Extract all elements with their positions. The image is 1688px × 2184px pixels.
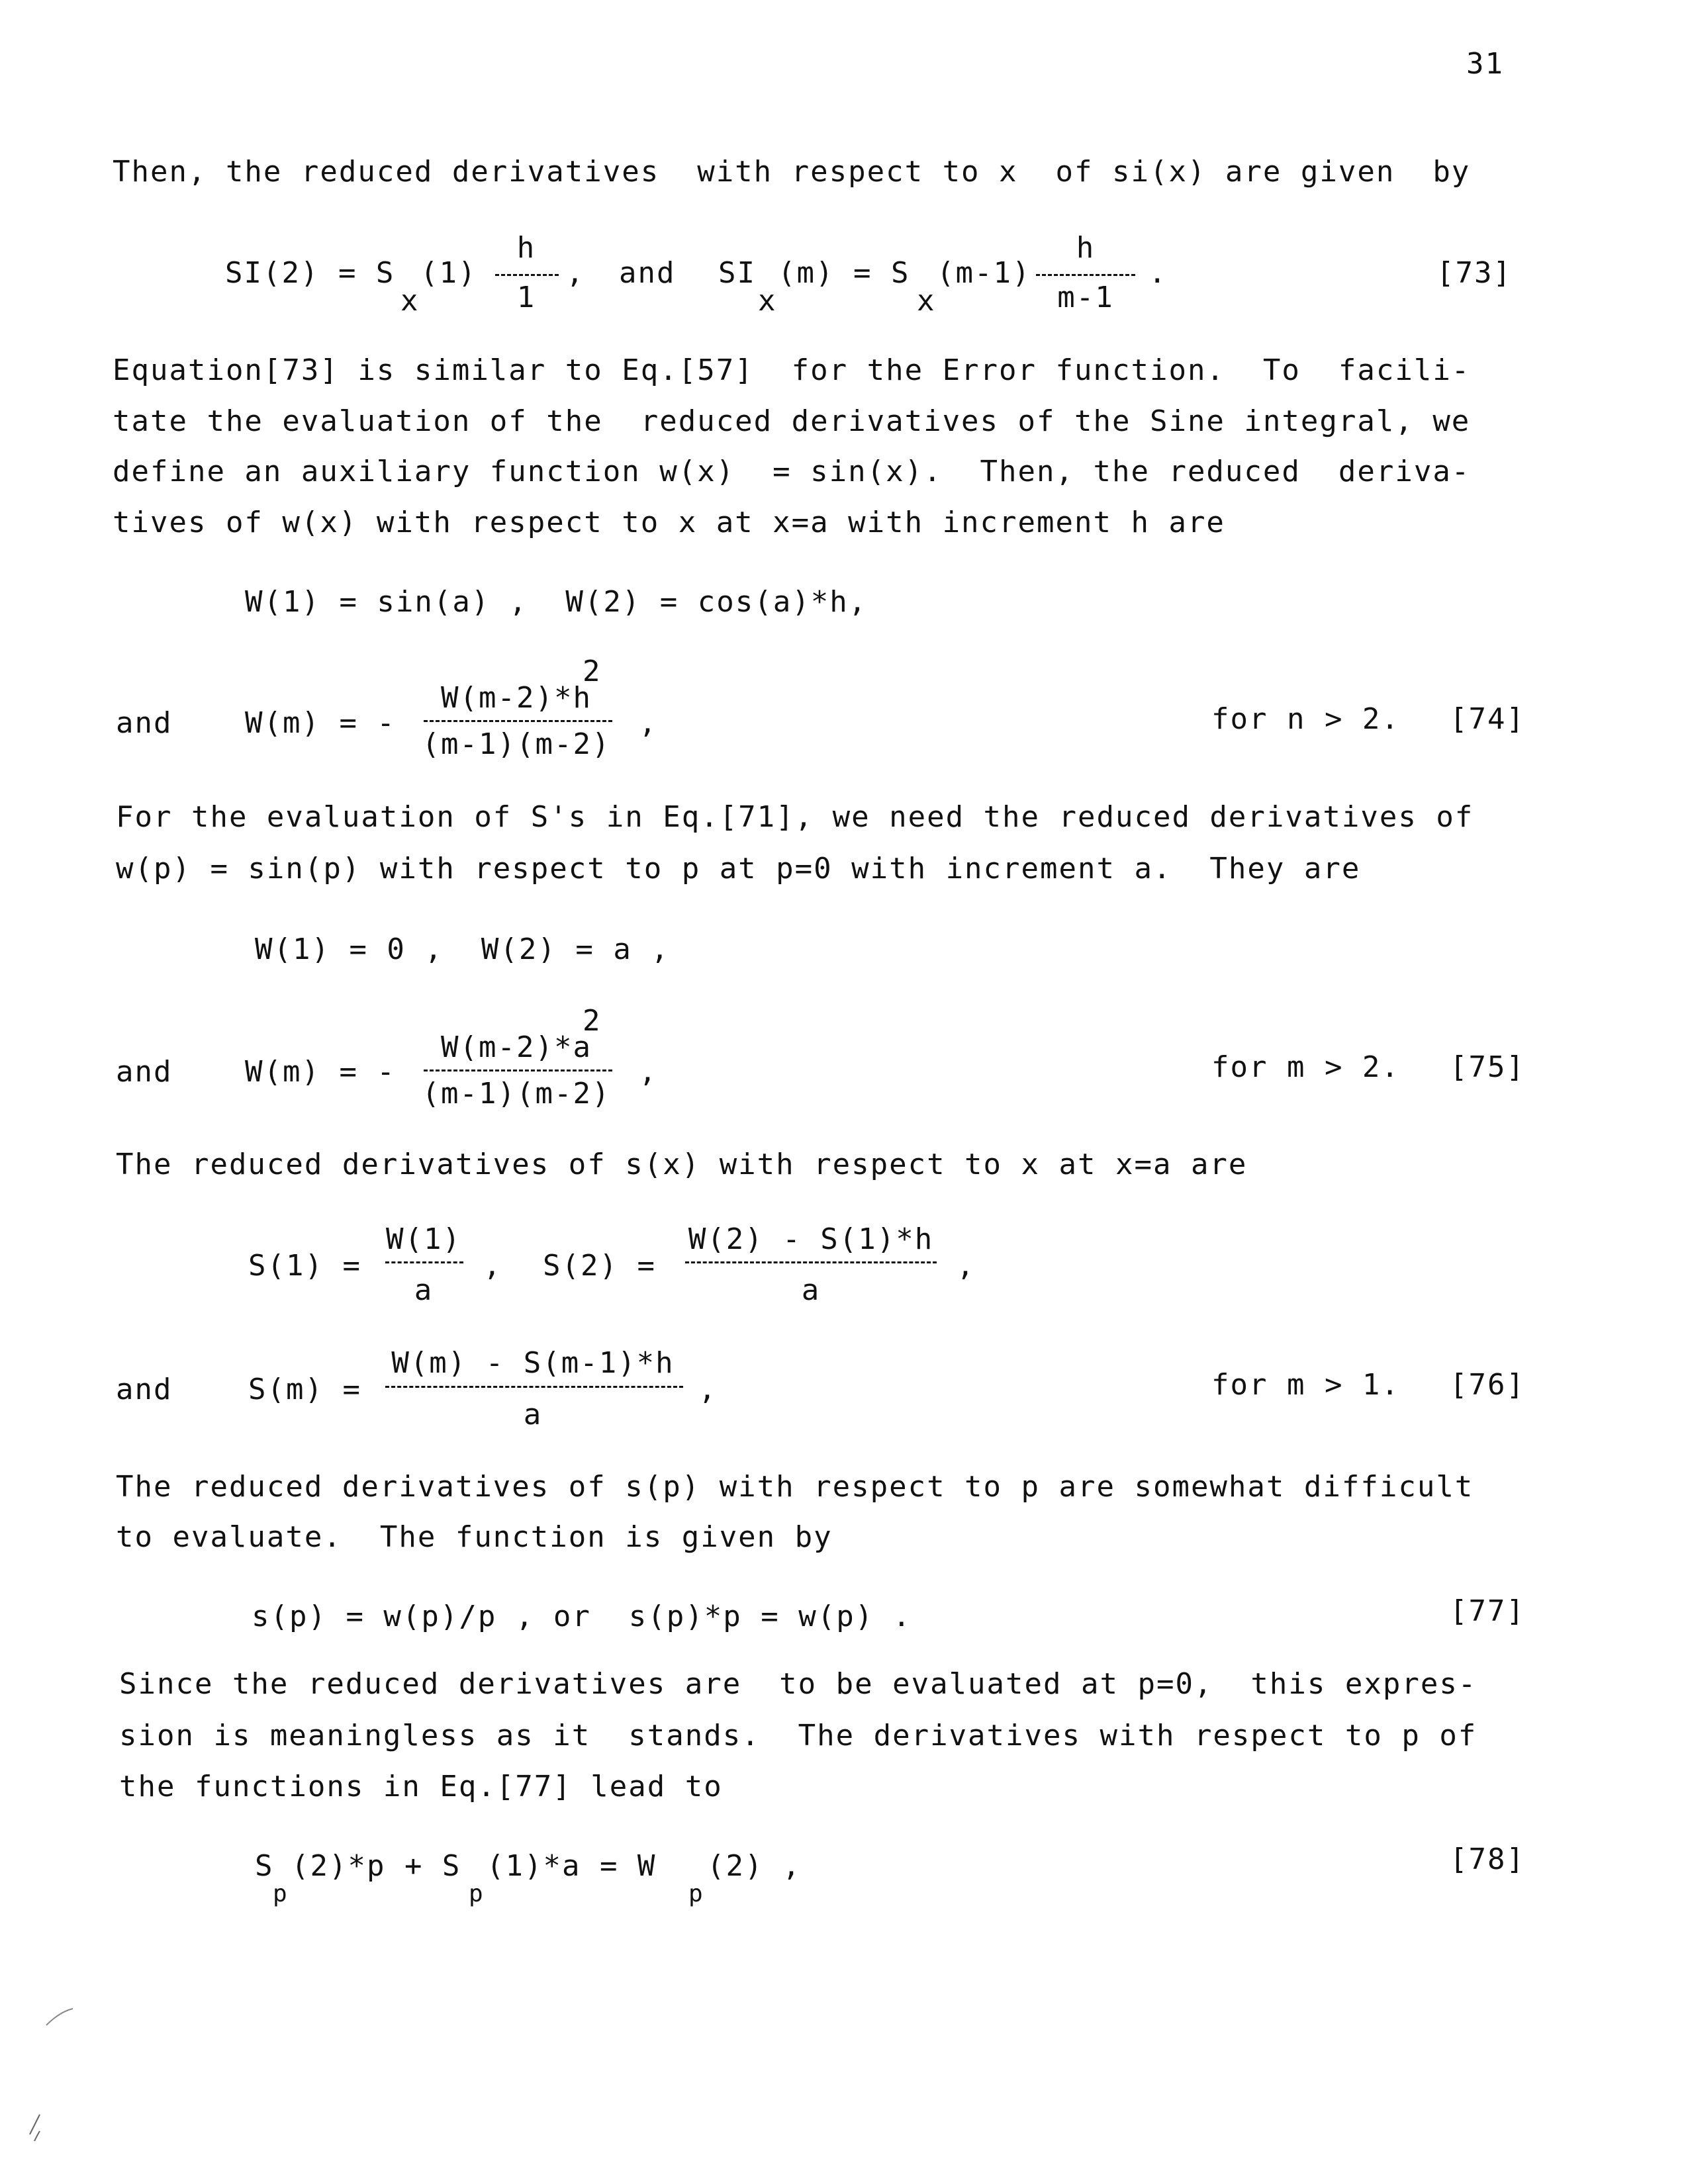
equation-number: [75] bbox=[1450, 1050, 1525, 1084]
fraction-numerator: W(m) - S(m-1)*h bbox=[391, 1346, 675, 1380]
eq-text: and bbox=[116, 706, 173, 740]
equation-number: [77] bbox=[1450, 1594, 1525, 1628]
eq-text: (m) = S bbox=[778, 256, 910, 290]
paragraph-line: The reduced derivatives of s(x) with respect to x at x=a are bbox=[116, 1148, 1248, 1181]
fraction-numerator: W(m-2)*h bbox=[441, 681, 592, 715]
eq-text: , bbox=[483, 1249, 502, 1283]
paragraph-line: Equation[73] is similar to Eq.[57] for the Error function. To facili- bbox=[113, 353, 1471, 387]
eq-text: . bbox=[1149, 256, 1168, 290]
eq-text: W(m) = - bbox=[245, 706, 396, 740]
eq-superscript: 2 bbox=[583, 655, 602, 688]
paragraph-line: tate the evaluation of the reduced derivatives of the Sine integral, we bbox=[113, 404, 1471, 438]
paragraph-line: The reduced derivatives of s(p) with respect to p are somewhat difficult bbox=[116, 1470, 1474, 1504]
eq-text: , bbox=[639, 1055, 658, 1089]
fraction-numerator: h bbox=[516, 231, 536, 265]
equation-number: [73] bbox=[1436, 256, 1512, 290]
paragraph-line: tives of w(x) with respect to x at x=a with increment h are bbox=[113, 506, 1225, 539]
eq-condition: for m > 1. bbox=[1211, 1368, 1400, 1402]
paragraph-line: Since the reduced derivatives are to be evaluated at p=0, this expres- bbox=[119, 1667, 1477, 1701]
fraction-denominator: a bbox=[414, 1273, 434, 1307]
equation-line: W(1) = sin(a) , W(2) = cos(a)*h, bbox=[245, 585, 868, 619]
eq-subscript: p bbox=[688, 1880, 704, 1907]
fraction-denominator: 1 bbox=[516, 281, 536, 314]
eq-text: , bbox=[566, 256, 585, 290]
eq-text: , bbox=[957, 1249, 976, 1283]
eq-text: (1)*a = W bbox=[487, 1849, 657, 1883]
eq-text: S(2) = bbox=[543, 1249, 656, 1283]
fraction-numerator: W(2) - S(1)*h bbox=[688, 1222, 934, 1256]
fraction-denominator: m-1 bbox=[1057, 281, 1114, 314]
fraction-numerator: h bbox=[1076, 231, 1096, 265]
eq-superscript: 2 bbox=[583, 1004, 602, 1038]
eq-text: (2) , bbox=[707, 1849, 802, 1883]
equation-number: [76] bbox=[1450, 1368, 1525, 1402]
eq-text: SI(2) = S bbox=[225, 256, 395, 290]
paragraph-line: the functions in Eq.[77] lead to bbox=[119, 1770, 723, 1803]
fraction-denominator: (m-1)(m-2) bbox=[422, 1077, 611, 1111]
eq-condition: for m > 2. bbox=[1211, 1050, 1400, 1084]
eq-text: S(m) = bbox=[248, 1373, 361, 1406]
eq-text: (2)*p + S bbox=[291, 1849, 461, 1883]
paragraph-line: For the evaluation of S's in Eq.[71], we need the reduced derivatives of bbox=[116, 800, 1474, 834]
eq-subscript: x bbox=[917, 284, 936, 318]
equation-line: W(1) = 0 , W(2) = a , bbox=[255, 933, 670, 966]
eq-text: S(1) = bbox=[248, 1249, 361, 1283]
eq-subscript: x bbox=[758, 284, 777, 318]
paragraph-line: to evaluate. The function is given by bbox=[116, 1520, 833, 1554]
eq-subscript: p bbox=[273, 1880, 288, 1907]
eq-text: (1) bbox=[420, 256, 477, 290]
eq-condition: for n > 2. bbox=[1211, 702, 1400, 736]
equation-number: [74] bbox=[1450, 702, 1525, 736]
eq-text: s(p) = w(p)/p , or s(p)*p = w(p) . bbox=[252, 1600, 912, 1633]
eq-text: , bbox=[639, 706, 658, 740]
eq-text: W(m) = - bbox=[245, 1055, 396, 1089]
page-number: 31 bbox=[1466, 47, 1504, 81]
fraction-denominator: a bbox=[801, 1273, 821, 1307]
fraction-denominator: a bbox=[523, 1398, 543, 1432]
eq-subscript: p bbox=[469, 1880, 484, 1907]
paragraph-line: Then, the reduced derivatives with respect to x of si(x) are given by bbox=[113, 155, 1471, 189]
eq-text: S bbox=[255, 1849, 274, 1883]
equation-number: [78] bbox=[1450, 1843, 1525, 1876]
fraction-numerator: W(m-2)*a bbox=[441, 1030, 592, 1064]
paragraph-line: w(p) = sin(p) with respect to p at p=0 with increment a. They are bbox=[116, 852, 1361, 886]
eq-text: and bbox=[116, 1055, 173, 1089]
fraction-denominator: (m-1)(m-2) bbox=[422, 727, 611, 761]
eq-text: , bbox=[698, 1373, 718, 1406]
fraction-numerator: W(1) bbox=[386, 1222, 461, 1256]
paragraph-line: define an auxiliary function w(x) = sin(x). Then, the reduced deriva- bbox=[113, 455, 1471, 488]
eq-text: and bbox=[116, 1373, 173, 1406]
paragraph-line: sion is meaningless as it stands. The derivatives with respect to p of bbox=[119, 1719, 1477, 1752]
eq-text: (m-1) bbox=[937, 256, 1031, 290]
eq-subscript: x bbox=[400, 284, 420, 318]
eq-text: and bbox=[619, 256, 676, 290]
eq-text: SI bbox=[718, 256, 756, 290]
